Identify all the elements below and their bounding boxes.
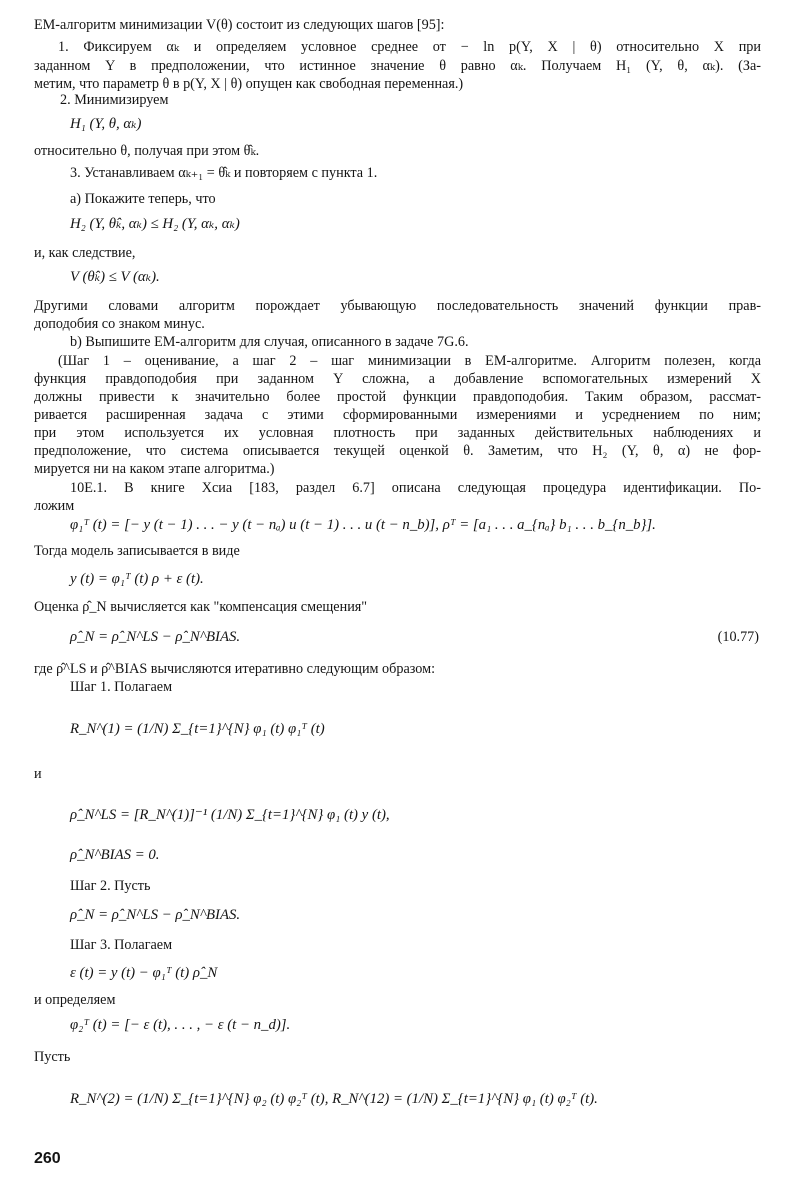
formula-line: ε (t) = y (t) − φ₁ᵀ (t) ρ̂_N [70,965,218,981]
text-line: где ρ̂^LS и ρ̂^BIAS вычисляются итеративно следующим образом: [34,661,436,677]
formula-line: ρ̂_N = ρ̂_N^LS − ρ̂_N^BIAS. [70,907,241,923]
text-line: и определяем [34,992,116,1008]
text-line: и, как следствие, [34,245,136,261]
formula-line: ρ̂_N^LS = [R_N^(1)]⁻¹ (1/N) Σ_{t=1}^{N} φ₁ (t) y (t), [70,807,390,823]
text-line: функция правдоподобия при заданном Y сложна, а добавление вспомогательных измерений X [34,371,761,387]
formula-line: ρ̂_N^BIAS = 0. [70,847,160,863]
text-line: Шаг 2. Пусть [70,878,151,894]
text-line: метим, что параметр θ в p(Y, X | θ) опущен как свободная переменная.) [34,76,464,92]
text-line: Другими словами алгоритм порождает убывающую последовательность значений функции прав- [34,298,761,314]
text-line: ложим [34,498,75,514]
formula-line: φ₂ᵀ (t) = [− ε (t), . . . , − ε (t − n_d)]. [70,1017,291,1033]
text-line: ЕМ-алгоритм минимизации V(θ) состоит из следующих шагов [95]: [34,17,445,33]
text-line: a) Покажите теперь, что [70,191,216,207]
text-line: предположение, что система описывается текущей оценкой θ. Заметим, что H₂ (Y, θ, α) не фор- [34,443,761,459]
text-line: 1. Фиксируем αₖ и определяем условное среднее от − ln p(Y, X | θ) относительно X при [58,39,761,55]
text-line: при этом используется их условная плотность при заданных действительных наблюдениях и [34,425,761,441]
text-line: Тогда модель записывается в виде [34,543,240,559]
text-line: 2. Минимизируем [60,92,169,108]
formula-line: H₁ (Y, θ, αₖ) [70,116,142,132]
page-number: 260 [34,1150,61,1167]
equation-number: (10.77) [717,629,759,645]
text-line: (Шаг 1 – оценивание, а шаг 2 – шаг минимизации в ЕМ-алгоритме. Алгоритм полезен, когда [58,353,761,369]
text-line: и [34,766,42,782]
text-line: Оценка ρ̂_N вычисляется как "компенсация смещения" [34,599,368,615]
text-line: 3. Устанавливаем αₖ₊₁ = θ̂ₖ и повторяем с пункта 1. [70,165,378,181]
formula-line: V (θ̂ₖ) ≤ V (αₖ). [70,269,160,285]
text-line: доподобия со знаком минус. [34,316,205,332]
text-line: должны привести к значительно более простой функции правдоподобия. Таким образом, рассмат- [34,389,761,405]
text-line: заданном Y в предположении, что истинное значение θ равно αₖ. Получаем H₁ (Y, θ, αₖ). (За- [34,58,761,74]
text-line: 10E.1. В книге Хсиа [183, раздел 6.7] описана следующая процедура идентификации. По- [70,480,761,496]
formula-line: ρ̂_N = ρ̂_N^LS − ρ̂_N^BIAS. [70,629,241,645]
text-line: Шаг 1. Полагаем [70,679,173,695]
text-line: Пусть [34,1049,71,1065]
formula-line: φ₁ᵀ (t) = [− y (t − 1) . . . − y (t − nₐ) u (t − 1) . . . u (t − n_b)], ρᵀ = [a₁ . . . a_{nₐ} b₁ . . . b_{n_b}]. [70,517,656,533]
text-line: Шаг 3. Полагаем [70,937,173,953]
formula-line: R_N^(2) = (1/N) Σ_{t=1}^{N} φ₂ (t) φ₂ᵀ (t), R_N^(12) = (1/N) Σ_{t=1}^{N} φ₁ (t) φ₂ᵀ (t). [70,1091,598,1107]
text-line: b) Выпишите ЕМ-алгоритм для случая, описанного в задаче 7G.6. [70,334,469,350]
formula-line: R_N^(1) = (1/N) Σ_{t=1}^{N} φ₁ (t) φ₁ᵀ (t) [70,721,325,737]
text-line: ривается расширенная задача с этими сформированными измерениями и усреднением по ним; [34,407,761,423]
formula-line: H₂ (Y, θ̂ₖ, αₖ) ≤ H₂ (Y, αₖ, αₖ) [70,216,240,232]
formula-line: y (t) = φ₁ᵀ (t) ρ + ε (t). [70,571,204,587]
text-line: мируется ни на каком этапе алгоритма.) [34,461,275,477]
text-line: относительно θ, получая при этом θ̂ₖ. [34,143,260,159]
